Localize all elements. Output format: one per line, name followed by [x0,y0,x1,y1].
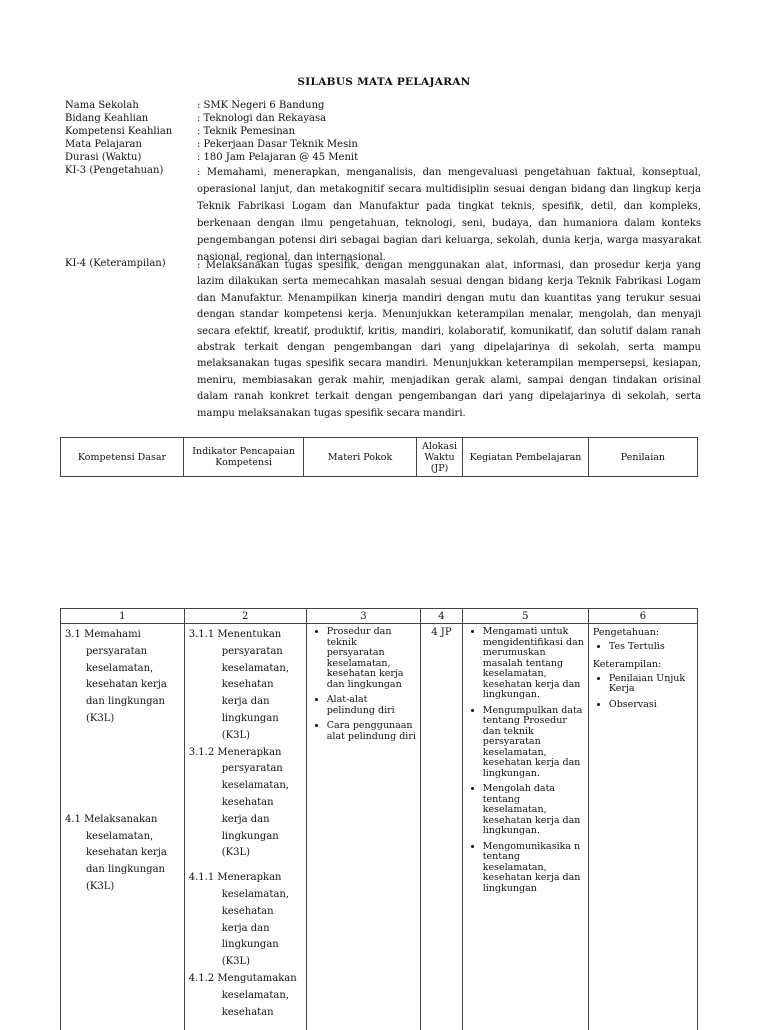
syllabus-header-table [60,437,698,477]
info-label: Kompetensi Keahlian [65,126,197,138]
kd-item: 3.1 Memahami persyaratan keselamatan, kesehatan kerja dan lingkungan (K3L) [65,627,180,728]
info-value: : Teknologi dan Rekayasa [197,113,326,125]
col-number: 4 [421,609,463,624]
ipk-item: 4.1.1 Menerapkan keselamatan, kesehatan kerja dan lingkungan (K3L) [189,870,302,971]
keterampilan-label: Keterampilan: [593,659,693,671]
ki4-text: : Melaksanakan tugas spesifik, dengan menggunakan alat, informasi, dan prosedur kerja yang lazim dilakukan serta memecahkan masalah sesuai dengan bidang kerja Teknik Fabrikasi Logam dan Manufaktur. Menampilkan kinerja mandiri dengan mutu dan kuantitas yang terukur sesuai dengan standar kompetensi kerja. Menunjukkan keterampilan menalar, mengolah, dan menyaji secara efektif, kreatif, produktif, kritis, mandiri, kolaboratif, komunikatif, dan solutif dalam ranah abstrak terkait dengan pengembangan dari yang dipelajarinya di sekolah, serta mampu melaksanakan tugas spesifik secara mandiri. Menunjukkan keterampilan mempersepsi, kesiapan, meniru, membiasakan gerak mahir, menjadikan gerak alami, sampai dengan tindakan orisinal dalam ranah konkret terkait dengan pengembangan dari yang dipelajarinya di sekolah, serta mampu melaksanakan tugas spesifik secara mandiri. [197,258,701,422]
header-ipk: Indikator Pencapaian Kompetensi [183,438,303,477]
header-kd: Kompetensi Dasar [61,438,184,477]
kegiatan-item: • Mengolah data tentang keselamatan, kesehatan kerja dan lingkungan. [483,784,584,837]
kd-cell [61,624,185,1030]
ipk-item: 3.1.1 Menentukan persyaratan keselamatan, kesehatan kerja dan lingkungan (K3L) [189,627,302,745]
ki4-label: KI-4 (Keterampilan) [65,258,166,269]
kegiatan-cell [462,624,588,1030]
penilaian-item: • Observasi [609,700,693,711]
info-value: : 180 Jam Pelajaran @ 45 Menit [197,152,358,164]
materi-item: • Prosedur dan teknik persyaratan keselamatan, kesehatan kerja dan lingkungan [327,627,416,690]
table-row [61,624,698,1030]
info-label: Durasi (Waktu) [65,152,197,164]
header-materi: Materi Pokok [304,438,417,477]
ki3-label: KI-3 (Pengetahuan) [65,165,163,176]
info-label: Bidang Keahlian [65,113,197,125]
materi-item: • Cara penggunaan alat pelindung diri [327,721,416,742]
header-kegiatan: Kegiatan Pembelajaran [463,438,589,477]
penilaian-cell [588,624,697,1030]
ipk-cell [184,624,306,1030]
col-number: 5 [462,609,588,624]
kegiatan-item: • Mengumpulkan data tentang Prosedur dan teknik persyaratan keselamatan, kesehatan kerja dan lingkungan. [483,706,584,780]
kegiatan-item: • Mengamati untuk mengidentifikasi dan merumuskan masalah tentang keselamatan, kesehatan kerja dan lingkungan. [483,627,584,701]
syllabus-content-table [60,608,698,1030]
materi-item: • Alat-alat pelindung diri [327,695,416,716]
materi-cell [306,624,420,1030]
pengetahuan-label: Pengetahuan: [593,627,693,639]
ipk-item: 4.1.2 Mengutamakan keselamatan, kesehatan [189,971,302,1021]
kegiatan-item: • Mengomunikasika n tentang keselamatan, kesehatan kerja dan lingkungan [483,842,584,895]
ki3-text: : Memahami, menerapkan, menganalisis, dan mengevaluasi pengetahuan faktual, konseptual, operasional lanjut, dan metakognitif secara multidisiplin sesuai dengan bidang dan lingkup kerja Teknik Fabrikasi Logam dan Manufaktur pada tingkat teknis, spesifik, detil, dan kompleks, berkenaan dengan ilmu pengetahuan, teknologi, seni, budaya, dan humaniora dalam konteks pengembangan potensi diri sebagai bagian dari keluarga, sekolah, dunia kerja, warga masyarakat nasional, regional, dan internasional. [197,165,701,266]
header-alokasi: Alokasi Waktu (JP) [416,438,462,477]
penilaian-item: • Tes Tertulis [609,642,693,653]
kd-item: 4.1 Melaksanakan keselamatan, kesehatan kerja dan lingkungan (K3L) [65,812,180,896]
info-value: : SMK Negeri 6 Bandung [197,100,324,112]
col-number: 6 [588,609,697,624]
info-value: : Pekerjaan Dasar Teknik Mesin [197,139,358,151]
info-label: Mata Pelajaran [65,139,197,151]
info-label: Nama Sekolah [65,100,197,112]
ipk-item: 3.1.2 Menerapkan persyaratan keselamatan, kesehatan kerja dan lingkungan (K3L) [189,745,302,863]
header-penilaian: Penilaian [588,438,697,477]
col-number: 1 [61,609,185,624]
col-number: 3 [306,609,420,624]
col-number: 2 [184,609,306,624]
jp-cell: 4 JP [421,624,463,1030]
document-title: SILABUS MATA PELAJARAN [0,76,768,88]
info-value: : Teknik Pemesinan [197,126,295,138]
column-number-row [61,609,698,624]
penilaian-item: • Penilaian Unjuk Kerja [609,674,693,695]
